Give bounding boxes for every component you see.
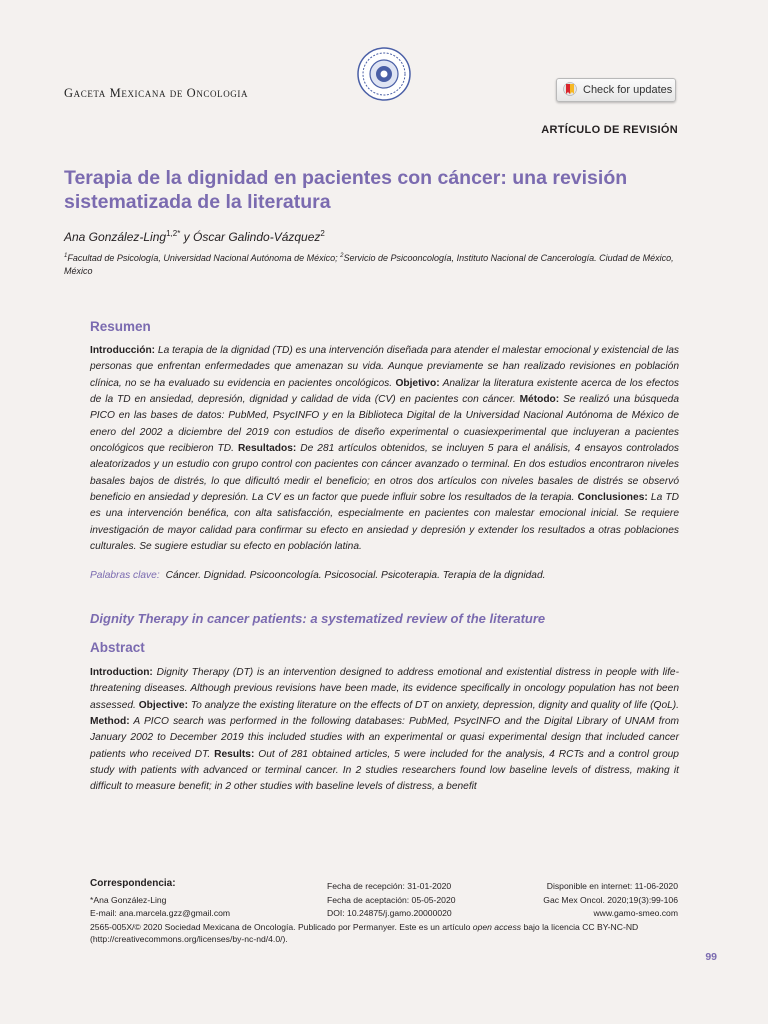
section-text: Out of 281 obtained articles, 5 were included for the analysis, 4 RCTs and a control group study with patients with advanced or terminal cancer. In 2 studies researchers found low baseline levels of distress, making it difficult to measure benefit; in 2 other studies with baseline levels of distress, a benefit: [90, 748, 679, 793]
english-title: Dignity Therapy in cancer patients: a systematized review of the literature: [90, 611, 546, 626]
author-separator: y: [180, 230, 193, 244]
section-label: Results:: [214, 748, 255, 760]
license-part: 2565-005X/© 2020 Sociedad Mexicana de Oncología. Publicado por Permanyer. Este es un artículo: [90, 922, 473, 932]
section-text: La terapia de la dignidad (TD) es una intervención diseñada para atender el malestar emocional y existencial de las personas que enfrentan enfermedades que amenazan su vida. Aunque previamente se han realizado revisiones en población clínica, no se ha evaluado su evidencia en pacientes oncológicos.: [90, 345, 679, 389]
section-text: Se realizó una búsqueda PICO en las bases de datos: PubMed, PsycINFO y en la Biblioteca Digital de la Universidad Nacional Autónoma de México de enero del 2002 a diciembre del 2019 con estudios de diseño experimental o cuasiexperimental que incluyeran a pacientes oncológicos que recibieron TD.: [90, 394, 679, 455]
corresponding-mark: *: [177, 229, 181, 238]
section-text: Analizar la literatura existente acerca de los efectos de la TD en ansiedad, depresión, dignidad y calidad de vida (CV) en pacientes con cáncer.: [90, 377, 679, 406]
affiliation-text: Servicio de Psicooncología, Instituto Nacional de Cancerología. Ciudad de México, México: [64, 253, 674, 276]
journal-name: Gaceta Mexicana de Oncologia: [64, 86, 249, 100]
check-for-updates-button[interactable]: [556, 78, 676, 102]
section-text: A PICO search was performed in the following databases: PubMed, PsycINFO and the Digital Library of UNAM from January 2002 to December 2019 this included studies with an experimental or quasi experimental design that included cancer patients who received DT.: [90, 716, 679, 760]
journal-website[interactable]: www.gamo-smeo.com: [593, 908, 678, 918]
affiliation-ref: 1: [64, 253, 68, 259]
affiliation-ref: 2: [340, 253, 344, 259]
section-label: Método:: [519, 394, 560, 406]
section-text: De 281 artículos obtenidos, se incluyen 5 para el análisis, 4 ensayos controlados aleatorizados y un estudio con grupo control con pacientes con cáncer avanzado o terminal. En dos estudios encontraron niveles basales bajos de distrés, lo que dificultó medir el beneficio; en otros dos artículos con niveles basales de distrés se observó beneficio en ansiedad y depresión. La CV es un factor que puede influir sobre los resultados de la terapia.: [90, 443, 679, 504]
section-label: Objetivo:: [395, 377, 440, 389]
correspondence-email[interactable]: E-mail: ana.marcela.gzz@gmail.com: [90, 908, 231, 918]
section-text: Dignity Therapy (DT) is an intervention designed to address emotional and existential distress in people with life-threatening diseases. Although previous revisions have been made, its evidence specifically in oncology population has not been assessed.: [90, 667, 679, 711]
article-type: ARTÍCULO DE REVISIÓN: [541, 124, 678, 136]
abstract-heading: Abstract: [90, 640, 145, 655]
author-affiliation-ref: 2: [320, 229, 325, 238]
section-text: To analyze the existing literature on the effects of DT on anxiety, depression, dignity and quality of life (QoL).: [188, 699, 679, 711]
correspondence-name: *Ana González-Ling: [90, 895, 167, 905]
check-for-updates-label: Check for updates: [583, 84, 673, 96]
journal-citation: Gac Mex Oncol. 2020;19(3):99-106: [543, 895, 678, 905]
affiliation-text: Facultad de Psicología, Universidad Nacional Autónoma de México;: [67, 253, 341, 263]
page-number: 99: [705, 951, 717, 963]
section-label: Conclusiones:: [577, 492, 648, 504]
keywords: [90, 570, 545, 581]
license-text: [90, 921, 679, 934]
section-text: La TD es una intervención benéfica, con alta satisfacción, especialmente en pacientes con malestar emocional inicial. Se requiere investigación de mayor calidad para confirmar su efecto en ansiedad y depresión y extender los resultados a otras poblaciones culturales. Se sugiere estudiar su efecto en población latina.: [90, 492, 679, 553]
affiliations: [64, 250, 684, 278]
author-name: Óscar Galindo-Vázquez: [193, 230, 321, 244]
author-affiliation-ref: 1,2: [166, 229, 178, 238]
doi[interactable]: DOI: 10.24875/j.gamo.20000020: [327, 908, 452, 918]
received-date: Fecha de recepción: 31-01-2020: [327, 881, 452, 891]
crossmark-icon: [563, 82, 577, 99]
resumen-body: [90, 343, 679, 555]
section-label: Introduction:: [90, 667, 153, 678]
author-line: [64, 229, 325, 244]
section-label: Introducción:: [90, 345, 156, 356]
license-url[interactable]: (http://creativecommons.org/licenses/by-nc-nd/4.0/).: [90, 934, 288, 944]
society-seal-logo: [356, 46, 412, 102]
section-label: Method:: [90, 716, 130, 728]
correspondence-title: Correspondencia:: [90, 878, 176, 889]
abstract-body: [90, 665, 679, 796]
section-label: Objective:: [138, 699, 188, 711]
keywords-list: Cáncer. Dignidad. Psicooncología. Psicosocial. Psicoterapia. Terapia de la dignidad.: [165, 570, 546, 581]
section-label: Resultados:: [237, 443, 297, 455]
license-open-access: open access: [472, 922, 522, 932]
resumen-heading: Resumen: [90, 319, 151, 334]
online-date: Disponible en internet: 11-06-2020: [546, 881, 678, 891]
article-title: Terapia de la dignidad en pacientes con cáncer: una revisión sistematizada de la literatura: [64, 167, 628, 213]
keywords-label: Palabras clave:: [90, 570, 160, 581]
license-part: bajo la licencia CC BY-NC-ND: [521, 922, 639, 932]
author-name: Ana González-Ling: [64, 230, 167, 244]
accepted-date: Fecha de aceptación: 05-05-2020: [327, 895, 456, 905]
